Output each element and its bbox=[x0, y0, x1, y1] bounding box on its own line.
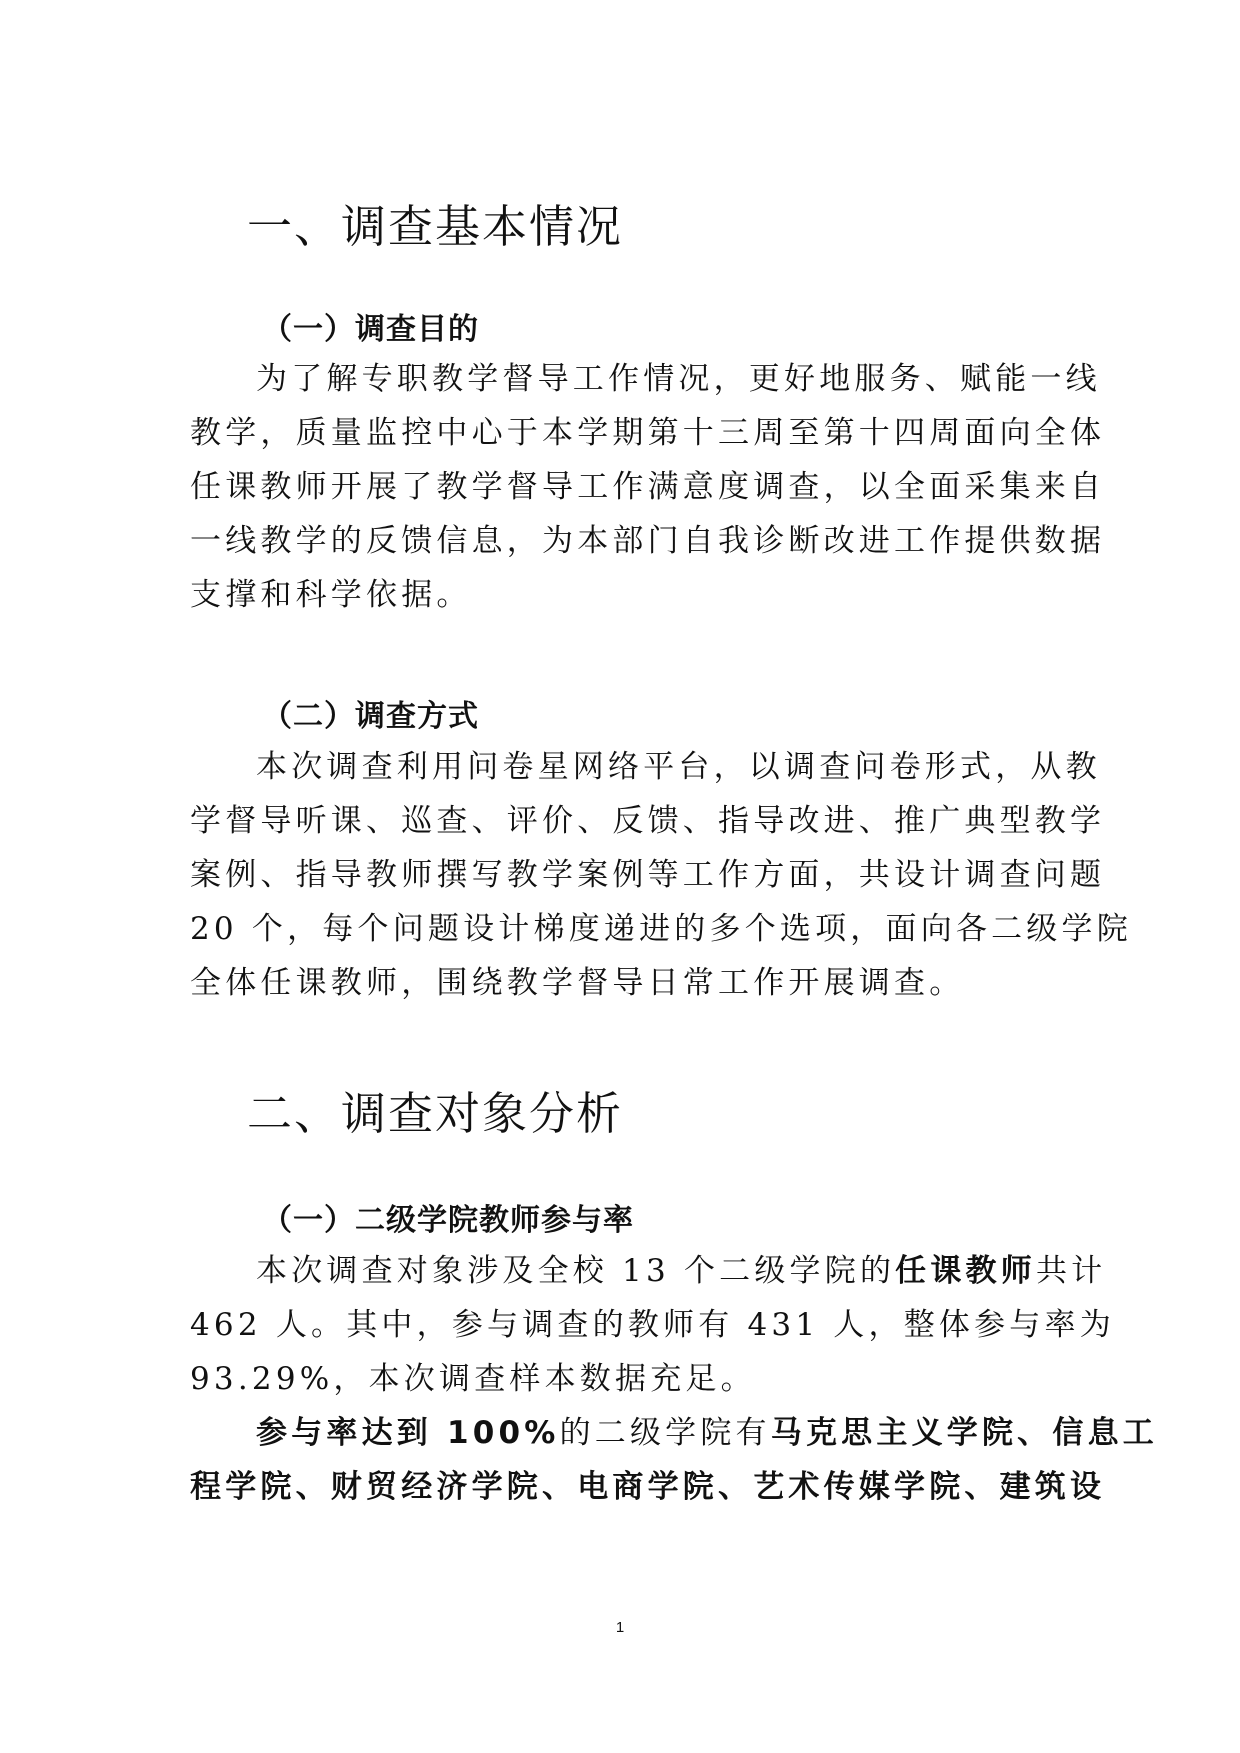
section-1-subheading-2: （二）调查方式 bbox=[262, 699, 479, 734]
text-run: 的二级学院有 bbox=[559, 1415, 771, 1451]
paragraph-line: 93.29%，本次调查样本数据充足。 bbox=[190, 1361, 756, 1397]
emphasis-text: 任课教师 bbox=[895, 1253, 1036, 1289]
paragraph-line: 本次调查利用问卷星网络平台，以调查问卷形式，从教 bbox=[256, 749, 1101, 785]
paragraph-line: 全体任课教师，围绕教学督导日常工作开展调查。 bbox=[190, 965, 965, 1001]
section-1-heading: 一、调查基本情况 bbox=[247, 200, 624, 253]
paragraph-line: 一线教学的反馈信息，为本部门自我诊断改进工作提供数据 bbox=[190, 523, 1106, 559]
survey-method-paragraph bbox=[190, 740, 1132, 1010]
section-2-heading: 二、调查对象分析 bbox=[247, 1087, 624, 1140]
page-number: 1 bbox=[615, 1619, 625, 1636]
paragraph-line: 20 个，每个问题设计梯度递进的多个选项，面向各二级学院 bbox=[190, 911, 1132, 947]
paragraph-line bbox=[190, 1406, 1158, 1460]
paragraph-line: 任课教师开展了教学督导工作满意度调查，以全面采集来自 bbox=[190, 469, 1106, 505]
paragraph-line: 学督导听课、巡查、评价、反馈、指导改进、推广典型教学 bbox=[190, 803, 1106, 839]
text-run: 本次调查对象涉及全校 13 个二级学院的 bbox=[256, 1253, 896, 1289]
paragraph-line: 程学院、财贸经济学院、电商学院、艺术传媒学院、建筑设 bbox=[190, 1469, 1106, 1505]
paragraph-line: 为了解专职教学督导工作情况，更好地服务、赋能一线 bbox=[256, 361, 1101, 397]
participation-paragraph bbox=[190, 1244, 1115, 1406]
survey-purpose-paragraph bbox=[190, 352, 1106, 622]
paragraph-line: 教学，质量监控中心于本学期第十三周至第十四周面向全体 bbox=[190, 415, 1106, 451]
paragraph-line: 支撑和科学依据。 bbox=[190, 577, 472, 613]
section-2-subheading-1: （一）二级学院教师参与率 bbox=[262, 1203, 634, 1238]
emphasis-text: 马克思主义学院、信息工 bbox=[770, 1415, 1158, 1451]
paragraph-line: 案例、指导教师撰写教学案例等工作方面，共设计调查问题 bbox=[190, 857, 1106, 893]
paragraph-line bbox=[190, 1244, 1107, 1298]
section-1-subheading-1: （一）调查目的 bbox=[262, 312, 479, 347]
full-participation-paragraph bbox=[190, 1406, 1158, 1514]
text-run: 共计 bbox=[1035, 1253, 1107, 1289]
paragraph-line: 462 人。其中，参与调查的教师有 431 人，整体参与率为 bbox=[190, 1307, 1115, 1343]
emphasis-text: 参与率达到 100% bbox=[256, 1415, 560, 1451]
